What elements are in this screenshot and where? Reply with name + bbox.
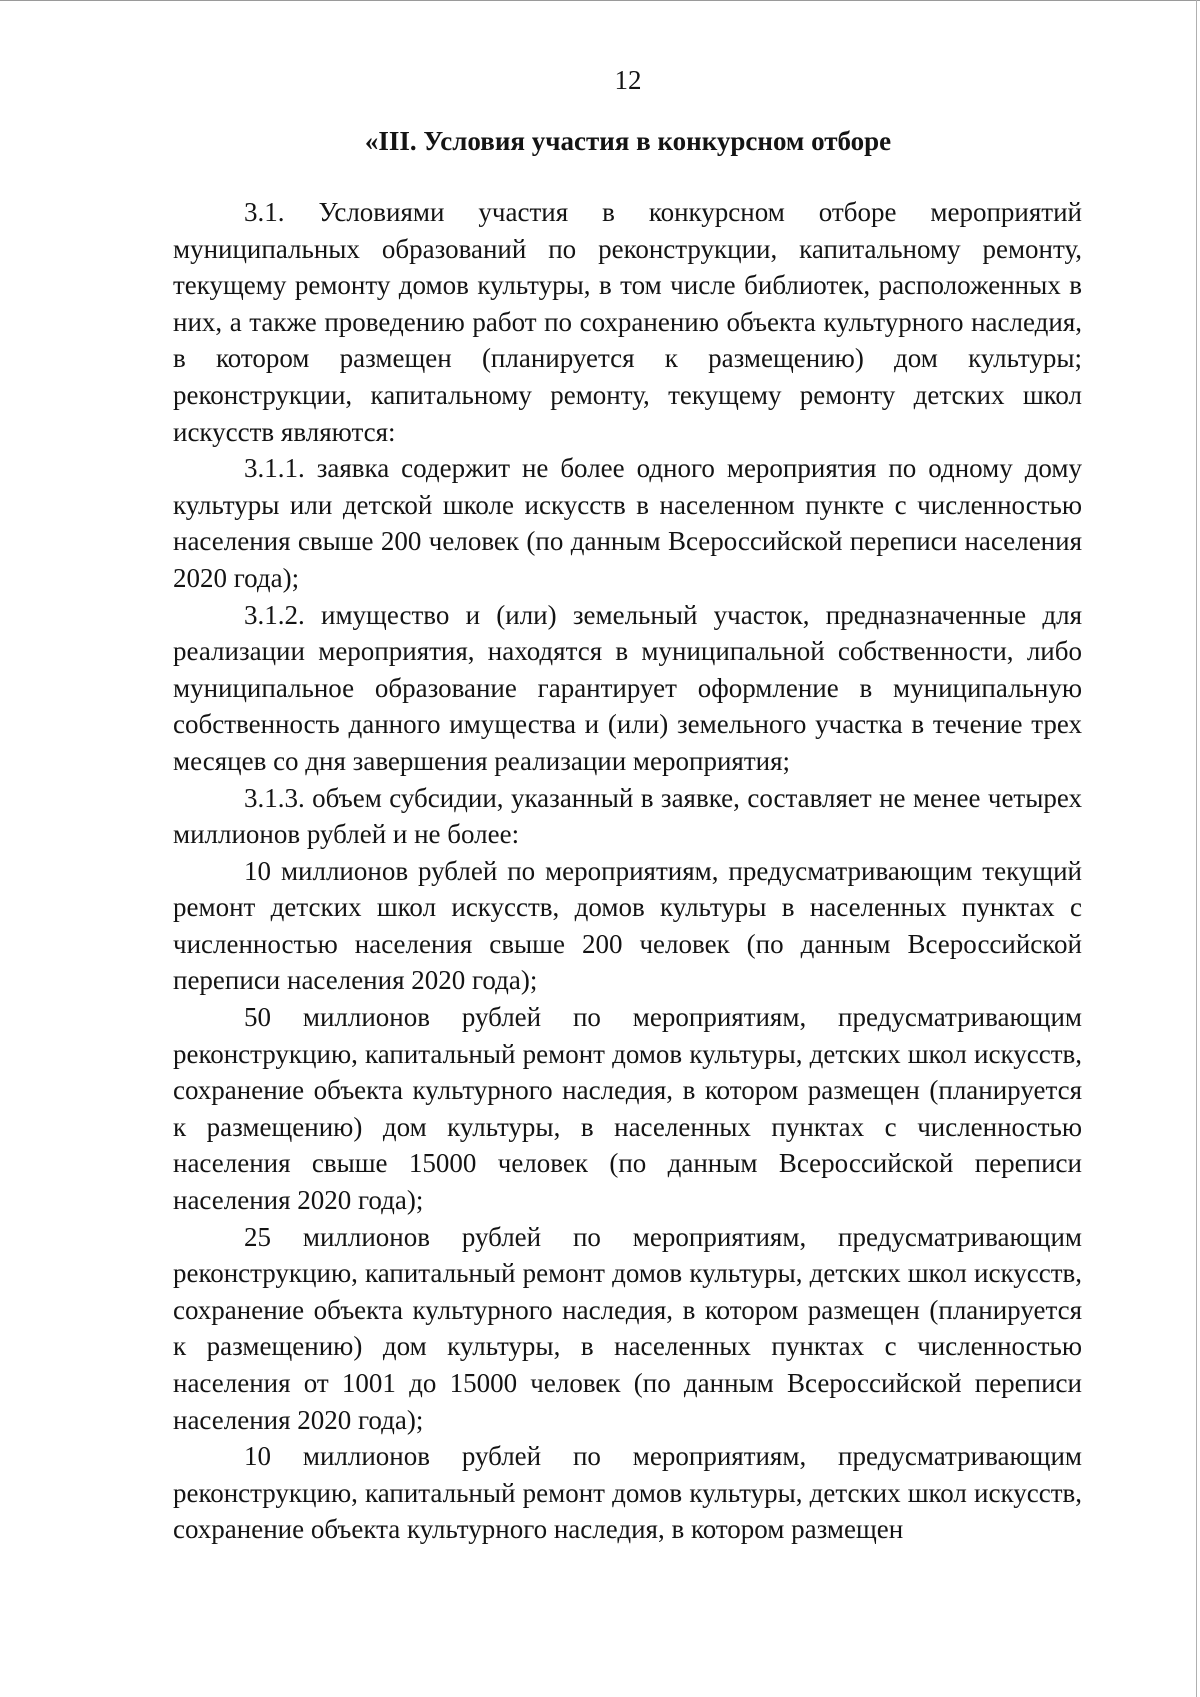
paragraph-limit-50m: 50 миллионов рублей по мероприятиям, предусматривающим реконструкцию, капитальный ремонт домов культуры, детских школ искусств, сохранение объекта культурного наследия, в котором размещен (планируется к размещению) дом культуры, в населенных пунктах с численностью населения свыше 15000 человек (по данным Всероссийской переписи населения 2020 года); <box>173 1002 1082 1216</box>
page-number: 12 <box>614 65 642 95</box>
section-title: «III. Условия участия в конкурсном отборе <box>364 126 892 156</box>
paragraph-limit-25m: 25 миллионов рублей по мероприятиям, предусматривающим реконструкцию, капитальный ремонт домов культуры, детских школ искусств, сохранение объекта культурного наследия, в котором размещен (планируется к размещению) дом культуры, в населенных пунктах с численностью населения от 1001 до 15000 человек (по данным Всероссийской переписи населения 2020 года); <box>173 1221 1082 1435</box>
document-body <box>173 194 1082 1548</box>
paragraph-3-1: 3.1. Условиями участия в конкурсном отборе мероприятий муниципальных образований по реконструкции, капитальному ремонту, текущему ремонту домов культуры, в том числе библиотек, расположенных в них, а также проведению работ по сохранению объекта культурного наследия, в котором размещен (планируется к размещению) дом культуры; реконструкции, капитальному ремонту, текущему ремонту детских школ искусств являются: <box>173 197 1082 447</box>
paragraph-3-1-3: 3.1.3. объем субсидии, указанный в заявке, составляет не менее четырех миллионов рублей и не более: <box>173 782 1082 850</box>
scan-edge-right <box>1196 0 1197 1697</box>
paragraph-limit-10m-reconstruction: 10 миллионов рублей по мероприятиям, предусматривающим реконструкцию, капитальный ремонт домов культуры, детских школ искусств, сохранение объекта культурного наследия, в котором размещен <box>173 1441 1082 1545</box>
paragraph-3-1-1: 3.1.1. заявка содержит не более одного мероприятия по одному дому культуры или детской школе искусств в населенном пункте с численностью населения свыше 200 человек (по данным Всероссийской переписи населения 2020 года); <box>173 453 1082 593</box>
paragraph-3-1-2: 3.1.2. имущество и (или) земельный участок, предназначенные для реализации мероприятия, находятся в муниципальной собственности, либо муниципальное образование гарантирует оформление в муниципальную собственность данного имущества и (или) земельного участка в течение трех месяцев со дня завершения реализации мероприятия; <box>173 599 1082 776</box>
scan-edge-top <box>0 0 1200 1</box>
paragraph-limit-10m-current-repair: 10 миллионов рублей по мероприятиям, предусматривающим текущий ремонт детских школ искусств, домов культуры в населенных пунктах с численностью населения свыше 200 человек (по данным Всероссийской переписи населения 2020 года); <box>173 855 1082 996</box>
